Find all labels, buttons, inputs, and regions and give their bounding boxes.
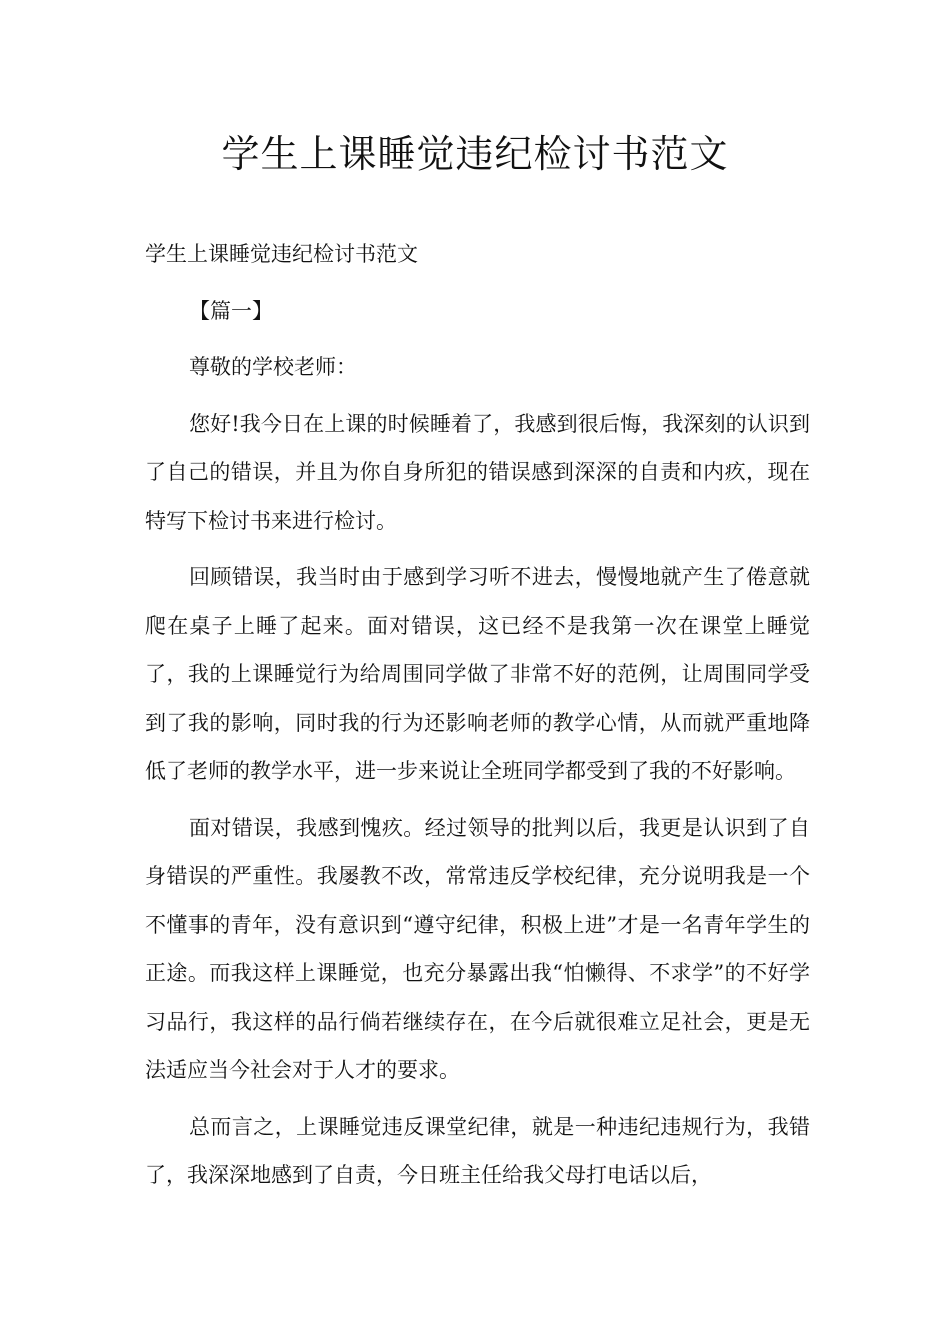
- paragraph-4: 总而言之，上课睡觉违反课堂纪律，就是一种违纪违规行为，我错了，我深深地感到了自责，今日班主任给我父母打电话以后，: [145, 1114, 810, 1187]
- paragraph-2: 回顾错误，我当时由于感到学习听不进去，慢慢地就产生了倦意就爬在桌子上睡了起来。面对错误，这已经不是我第一次在课堂上睡觉了，我的上课睡觉行为给周围同学做了非常不好的范例，让周围同学受到了我的影响，同时我的行为还影响老师的教学心情，从而就严重地降低了老师的教学水平，进一步来说让全班同学都受到了我的不好影响。: [145, 565, 810, 783]
- paragraph-3: 面对错误，我感到愧疚。经过领导的批判以后，我更是认识到了自身错误的严重性。我屡教不改，常常违反学校纪律，充分说明我是一个不懂事的青年，没有意识到“遵守纪律，积极上进”才是一名青年学生的正途。而我这样上课睡觉，也充分暴露出我“怕懒得、不求学”的不好学习品行，我这样的品行倘若继续存在，在今后就很难立足社会，更是无法适应当今社会对于人才的要求。: [145, 815, 810, 1082]
- paragraph-1: 您好!我今日在上课的时候睡着了，我感到很后悔，我深刻的认识到了自己的错误，并且为你自身所犯的错误感到深深的自责和内疚，现在特写下检讨书来进行检讨。: [145, 411, 810, 533]
- document-body: [145, 230, 810, 1208]
- document-subtitle: 学生上课睡觉违纪检讨书范文: [145, 242, 418, 266]
- section-heading: 【篇一】: [189, 298, 273, 323]
- salutation: 尊敬的学校老师：: [189, 355, 357, 379]
- document-title: 学生上课睡觉违纪检讨书范文: [221, 132, 729, 176]
